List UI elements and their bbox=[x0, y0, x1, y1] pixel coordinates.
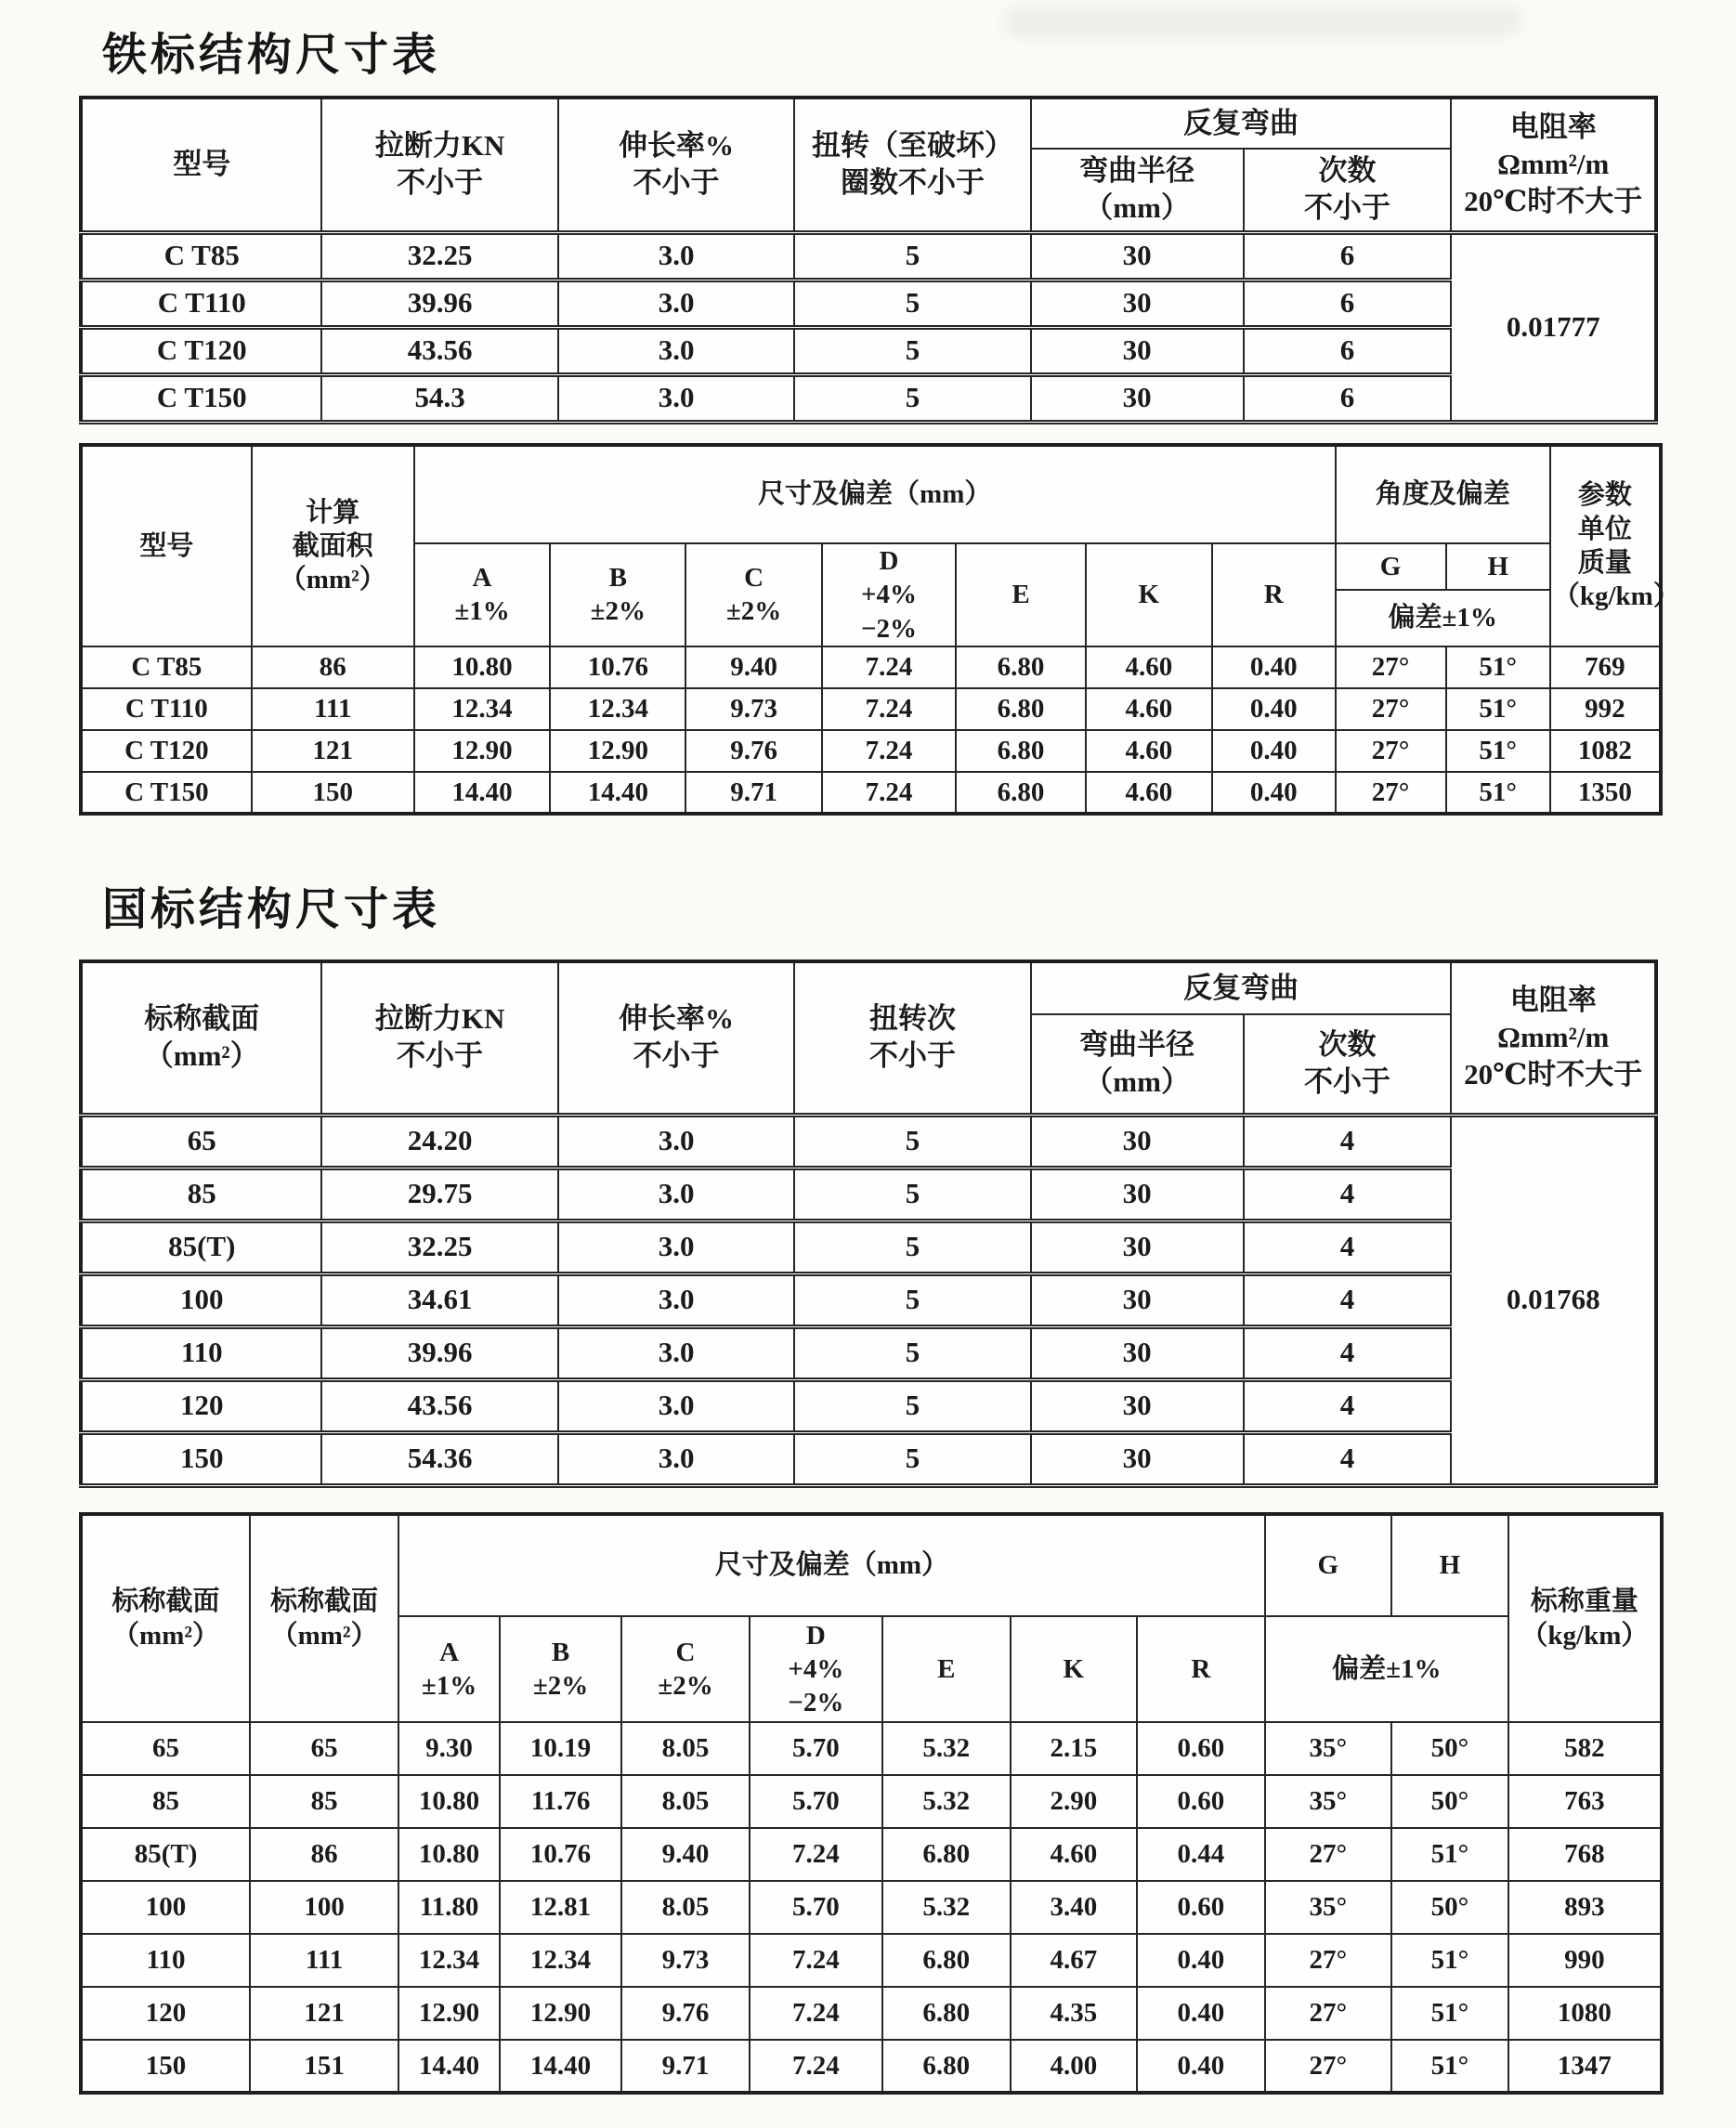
table-cell: 1347 bbox=[1508, 2040, 1662, 2093]
table-cell: 3.0 bbox=[558, 1115, 794, 1168]
table-cell: 0.40 bbox=[1212, 646, 1336, 688]
table-cell: 51° bbox=[1391, 1934, 1508, 1987]
header-cell: 参数 单位 质量 （kg/km） bbox=[1550, 445, 1661, 646]
table-cell: 121 bbox=[250, 1987, 398, 2040]
table-cell: 0.40 bbox=[1212, 688, 1336, 730]
table-cell: 893 bbox=[1508, 1881, 1662, 1934]
table-cell: 4.60 bbox=[1086, 688, 1212, 730]
table-cell: 3.0 bbox=[558, 1326, 794, 1379]
header-cell: 反复弯曲 bbox=[1031, 98, 1452, 149]
table-cell: 3.0 bbox=[558, 280, 794, 327]
table-cell: 121 bbox=[252, 730, 414, 772]
table-cell: 10.19 bbox=[500, 1722, 621, 1775]
table-cell: 12.90 bbox=[550, 730, 685, 772]
table-cell: 5 bbox=[794, 1273, 1030, 1326]
table-cell: 12.81 bbox=[500, 1881, 621, 1934]
table-cell: 30 bbox=[1031, 1326, 1244, 1379]
header-cell: 计算 截面积 （mm²） bbox=[252, 445, 414, 646]
table-cell: 7.24 bbox=[750, 1987, 882, 2040]
header-cell: C ±2% bbox=[685, 543, 821, 646]
table-cell: 0.40 bbox=[1137, 1934, 1265, 1987]
table-cell: 30 bbox=[1031, 1168, 1244, 1221]
table-row bbox=[81, 1115, 1656, 1168]
table-cell: 35° bbox=[1265, 1881, 1391, 1934]
table-cell: 5 bbox=[794, 232, 1030, 280]
table-cell: C T85 bbox=[81, 232, 321, 280]
table-cell: 54.36 bbox=[321, 1432, 557, 1485]
table-row bbox=[81, 327, 1656, 374]
header-cell: 标称截面 （mm²） bbox=[81, 961, 321, 1115]
table-cell: 100 bbox=[81, 1273, 321, 1326]
table-cell: 10.80 bbox=[398, 1775, 500, 1828]
table-row bbox=[81, 772, 1661, 814]
table-cell: 7.24 bbox=[750, 1828, 882, 1881]
table-cell: 27° bbox=[1265, 2040, 1391, 2093]
table-cell: 9.73 bbox=[685, 688, 821, 730]
table-cell: 6.80 bbox=[882, 1828, 1011, 1881]
table-cell: 2.15 bbox=[1011, 1722, 1137, 1775]
header-cell: D +4% −2% bbox=[750, 1616, 882, 1722]
table-cell: 8.05 bbox=[621, 1722, 750, 1775]
table-cell: 85(T) bbox=[81, 1828, 250, 1881]
table-cell: 150 bbox=[81, 2040, 250, 2093]
table-cell: 32.25 bbox=[321, 1221, 557, 1273]
table-cell: 12.34 bbox=[414, 688, 550, 730]
header-cell: C ±2% bbox=[621, 1616, 750, 1722]
table-cell: 65 bbox=[81, 1722, 250, 1775]
table-cell: 9.40 bbox=[685, 646, 821, 688]
header-row bbox=[81, 961, 1656, 1014]
table-row bbox=[81, 1273, 1656, 1326]
table-cell: 0.60 bbox=[1137, 1881, 1265, 1934]
table-cell: 86 bbox=[250, 1828, 398, 1881]
table-cell: 51° bbox=[1446, 730, 1550, 772]
table-cell: 5 bbox=[794, 1115, 1030, 1168]
table-cell: 4.00 bbox=[1011, 2040, 1137, 2093]
header-cell: 弯曲半径 （mm） bbox=[1031, 149, 1244, 232]
table-cell: 1080 bbox=[1508, 1987, 1662, 2040]
table-cell: 4 bbox=[1244, 1326, 1452, 1379]
table-cell: 39.96 bbox=[321, 280, 557, 327]
table-cell: 6.80 bbox=[882, 1987, 1011, 2040]
table-cell: 3.0 bbox=[558, 232, 794, 280]
header-cell: 标称截面 （mm²） bbox=[81, 1514, 250, 1722]
table-cell: 0.44 bbox=[1137, 1828, 1265, 1881]
table-cell: 4 bbox=[1244, 1273, 1452, 1326]
table-row bbox=[81, 1934, 1662, 1987]
table-row bbox=[81, 1987, 1662, 2040]
table-cell: 27° bbox=[1265, 1987, 1391, 2040]
table-cell: 4 bbox=[1244, 1168, 1452, 1221]
table-cell: 9.76 bbox=[621, 1987, 750, 2040]
table-cell: 10.80 bbox=[414, 646, 550, 688]
table-cell: 1082 bbox=[1550, 730, 1661, 772]
table-cell: 14.40 bbox=[398, 2040, 500, 2093]
table-row bbox=[81, 374, 1656, 422]
table-cell: 9.76 bbox=[685, 730, 821, 772]
header-cell: R bbox=[1212, 543, 1336, 646]
table-cell: 582 bbox=[1508, 1722, 1662, 1775]
table-cell: 12.90 bbox=[500, 1987, 621, 2040]
table-cell: 0.40 bbox=[1137, 1987, 1265, 2040]
table-cell: 3.0 bbox=[558, 1379, 794, 1432]
table-cell: 769 bbox=[1550, 646, 1661, 688]
table-cell: 5.70 bbox=[750, 1722, 882, 1775]
table-cell: 30 bbox=[1031, 1115, 1244, 1168]
table-cell: 50° bbox=[1391, 1775, 1508, 1828]
header-cell: 拉断力KN 不小于 bbox=[321, 961, 557, 1115]
header-cell: 次数 不小于 bbox=[1244, 1014, 1452, 1115]
table-cell: 12.90 bbox=[398, 1987, 500, 2040]
table-row bbox=[81, 1828, 1662, 1881]
table-cell: 5.32 bbox=[882, 1775, 1011, 1828]
table-cell: 5 bbox=[794, 1432, 1030, 1485]
table-cell: 32.25 bbox=[321, 232, 557, 280]
table-cell: 43.56 bbox=[321, 1379, 557, 1432]
table-cell: 27° bbox=[1336, 646, 1446, 688]
table-cell: 4.67 bbox=[1011, 1934, 1137, 1987]
table-cell: 4.60 bbox=[1086, 646, 1212, 688]
table-row bbox=[81, 2040, 1662, 2093]
table-cell: 4.35 bbox=[1011, 1987, 1137, 2040]
table-cell: 7.24 bbox=[822, 688, 957, 730]
table-cell: C T120 bbox=[81, 730, 252, 772]
table-cell: 0.60 bbox=[1137, 1722, 1265, 1775]
table-cell: 3.0 bbox=[558, 1273, 794, 1326]
table-cell: 3.40 bbox=[1011, 1881, 1137, 1934]
table-cell: 65 bbox=[250, 1722, 398, 1775]
header-cell: G bbox=[1265, 1514, 1391, 1616]
table-cell: 5 bbox=[794, 280, 1030, 327]
header-cell: 偏差±1% bbox=[1336, 590, 1550, 646]
table-cell: C T120 bbox=[81, 327, 321, 374]
table-cell: 9.71 bbox=[621, 2040, 750, 2093]
header-cell: 标称截面 （mm²） bbox=[250, 1514, 398, 1722]
header-cell: 型号 bbox=[81, 445, 252, 646]
table-cell: 8.05 bbox=[621, 1775, 750, 1828]
table-cell: 4.60 bbox=[1086, 772, 1212, 814]
header-cell: 电阻率 Ωmm²/m 20℃时不大于 bbox=[1451, 961, 1656, 1115]
table-cell: 7.24 bbox=[822, 646, 957, 688]
header-cell: K bbox=[1086, 543, 1212, 646]
header-row bbox=[81, 1514, 1662, 1616]
table-cell: 85 bbox=[81, 1168, 321, 1221]
table-cell: 30 bbox=[1031, 1379, 1244, 1432]
table-cell: 2.90 bbox=[1011, 1775, 1137, 1828]
table-cell: 7.24 bbox=[750, 2040, 882, 2093]
header-cell: 反复弯曲 bbox=[1031, 961, 1452, 1014]
iron-standard-dimension-table bbox=[79, 443, 1680, 816]
table-cell: 30 bbox=[1031, 327, 1244, 374]
table-cell: 5 bbox=[794, 1326, 1030, 1379]
table-cell: C T110 bbox=[81, 688, 252, 730]
table-cell: 4 bbox=[1244, 1432, 1452, 1485]
iron-standard-mechanical-table bbox=[79, 96, 1658, 424]
table-cell: 12.34 bbox=[398, 1934, 500, 1987]
table-cell: 8.05 bbox=[621, 1881, 750, 1934]
table-cell: 10.80 bbox=[398, 1828, 500, 1881]
table-cell: 85 bbox=[250, 1775, 398, 1828]
header-cell: H bbox=[1391, 1514, 1508, 1616]
table-cell: 27° bbox=[1336, 772, 1446, 814]
table-cell: 51° bbox=[1391, 2040, 1508, 2093]
table-cell: 35° bbox=[1265, 1775, 1391, 1828]
table-cell: 30 bbox=[1031, 374, 1244, 422]
national-standard-dimension-table bbox=[79, 1512, 1664, 2095]
header-cell: H bbox=[1446, 543, 1550, 590]
table-cell: 768 bbox=[1508, 1828, 1662, 1881]
table-cell: 30 bbox=[1031, 1432, 1244, 1485]
table-cell: 11.76 bbox=[500, 1775, 621, 1828]
header-cell: 角度及偏差 bbox=[1336, 445, 1550, 543]
table-row bbox=[81, 646, 1661, 688]
table-cell: 5.32 bbox=[882, 1881, 1011, 1934]
table-cell: 9.73 bbox=[621, 1934, 750, 1987]
table-cell: 65 bbox=[81, 1115, 321, 1168]
table-cell: 43.56 bbox=[321, 327, 557, 374]
table-cell: 24.20 bbox=[321, 1115, 557, 1168]
table-cell: 51° bbox=[1391, 1828, 1508, 1881]
table-cell: 27° bbox=[1265, 1828, 1391, 1881]
table-cell: 14.40 bbox=[414, 772, 550, 814]
table-cell: 11.80 bbox=[398, 1881, 500, 1934]
table-cell: 151 bbox=[250, 2040, 398, 2093]
header-cell: E bbox=[882, 1616, 1011, 1722]
header-cell: A ±1% bbox=[414, 543, 550, 646]
table-cell: 0.60 bbox=[1137, 1775, 1265, 1828]
table-cell: 7.24 bbox=[822, 730, 957, 772]
table-cell: 14.40 bbox=[550, 772, 685, 814]
header-row bbox=[81, 445, 1661, 543]
table-cell: 85(T) bbox=[81, 1221, 321, 1273]
table-row bbox=[81, 232, 1656, 280]
header-cell: E bbox=[956, 543, 1085, 646]
table-cell: 9.30 bbox=[398, 1722, 500, 1775]
table-cell: 9.71 bbox=[685, 772, 821, 814]
table-cell: 9.40 bbox=[621, 1828, 750, 1881]
table-cell: 30 bbox=[1031, 280, 1244, 327]
national-standard-mechanical-table bbox=[79, 960, 1658, 1488]
table-cell: 0.40 bbox=[1212, 772, 1336, 814]
header-cell: 偏差±1% bbox=[1265, 1616, 1508, 1722]
table-cell: 51° bbox=[1446, 688, 1550, 730]
table-cell: 111 bbox=[252, 688, 414, 730]
table-cell: C T150 bbox=[81, 374, 321, 422]
table-cell: 0.40 bbox=[1137, 2040, 1265, 2093]
header-cell: 型号 bbox=[81, 98, 321, 232]
header-cell: 弯曲半径 （mm） bbox=[1031, 1014, 1244, 1115]
table-cell: 30 bbox=[1031, 1273, 1244, 1326]
header-cell: B ±2% bbox=[500, 1616, 621, 1722]
table-cell: 3.0 bbox=[558, 1221, 794, 1273]
header-cell: 尺寸及偏差（mm） bbox=[398, 1514, 1265, 1616]
header-cell: K bbox=[1011, 1616, 1137, 1722]
table-cell: 6 bbox=[1244, 327, 1452, 374]
table-cell: 51° bbox=[1391, 1987, 1508, 2040]
table-row bbox=[81, 1432, 1656, 1485]
table-cell: 5.70 bbox=[750, 1775, 882, 1828]
table-cell: 0.01768 bbox=[1451, 1115, 1656, 1485]
table-row bbox=[81, 688, 1661, 730]
table-cell: 5 bbox=[794, 1221, 1030, 1273]
header-cell: 标称重量 （kg/km） bbox=[1508, 1514, 1662, 1722]
header-cell: G bbox=[1336, 543, 1446, 590]
table-cell: 5.70 bbox=[750, 1881, 882, 1934]
scan-artifact-smudge bbox=[1002, 6, 1522, 37]
table-cell: 990 bbox=[1508, 1934, 1662, 1987]
table-cell: 5 bbox=[794, 1379, 1030, 1432]
table-cell: 10.76 bbox=[500, 1828, 621, 1881]
table-cell: 6.80 bbox=[956, 688, 1085, 730]
table-cell: 30 bbox=[1031, 232, 1244, 280]
header-cell: 尺寸及偏差（mm） bbox=[414, 445, 1336, 543]
header-row bbox=[81, 98, 1656, 149]
table-cell: 29.75 bbox=[321, 1168, 557, 1221]
table-cell: 12.34 bbox=[550, 688, 685, 730]
header-cell: B ±2% bbox=[550, 543, 685, 646]
header-cell: D +4% −2% bbox=[822, 543, 957, 646]
table-row bbox=[81, 280, 1656, 327]
table-cell: 27° bbox=[1336, 730, 1446, 772]
section-title-iron-standard: 铁标结构尺寸表 bbox=[102, 31, 441, 80]
table-cell: 3.0 bbox=[558, 374, 794, 422]
table-cell: C T150 bbox=[81, 772, 252, 814]
table-cell: 4 bbox=[1244, 1115, 1452, 1168]
table-cell: 5 bbox=[794, 374, 1030, 422]
table-cell: 6.80 bbox=[956, 646, 1085, 688]
table-cell: 14.40 bbox=[500, 2040, 621, 2093]
table-cell: 85 bbox=[81, 1775, 250, 1828]
table-cell: 4.60 bbox=[1011, 1828, 1137, 1881]
table-cell: 3.0 bbox=[558, 327, 794, 374]
header-cell: 扭转次 不小于 bbox=[794, 961, 1030, 1115]
header-cell: 次数 不小于 bbox=[1244, 149, 1452, 232]
table-cell: 5 bbox=[794, 327, 1030, 374]
table-cell: 7.24 bbox=[750, 1934, 882, 1987]
table-cell: 6 bbox=[1244, 232, 1452, 280]
table-cell: 4 bbox=[1244, 1379, 1452, 1432]
table-cell: 0.01777 bbox=[1451, 232, 1656, 422]
table-cell: C T85 bbox=[81, 646, 252, 688]
header-cell: 扭转（至破坏） 圈数不小于 bbox=[794, 98, 1030, 232]
header-cell: A ±1% bbox=[398, 1616, 500, 1722]
table-row bbox=[81, 1168, 1656, 1221]
table-cell: 1350 bbox=[1550, 772, 1661, 814]
table-cell: 50° bbox=[1391, 1881, 1508, 1934]
table-cell: 992 bbox=[1550, 688, 1661, 730]
table-row bbox=[81, 1722, 1662, 1775]
header-cell: R bbox=[1137, 1616, 1265, 1722]
table-cell: 100 bbox=[250, 1881, 398, 1934]
table-cell: 50° bbox=[1391, 1722, 1508, 1775]
table-cell: 120 bbox=[81, 1987, 250, 2040]
table-cell: 27° bbox=[1265, 1934, 1391, 1987]
table-row bbox=[81, 1221, 1656, 1273]
header-cell: 伸长率% 不小于 bbox=[558, 98, 794, 232]
table-row bbox=[81, 1881, 1662, 1934]
section-title-national-standard: 国标结构尺寸表 bbox=[102, 885, 441, 934]
table-cell: 35° bbox=[1265, 1722, 1391, 1775]
table-cell: 10.76 bbox=[550, 646, 685, 688]
table-cell: 150 bbox=[81, 1432, 321, 1485]
table-cell: C T110 bbox=[81, 280, 321, 327]
table-cell: 12.90 bbox=[414, 730, 550, 772]
table-cell: 120 bbox=[81, 1379, 321, 1432]
table-cell: 6 bbox=[1244, 280, 1452, 327]
table-cell: 3.0 bbox=[558, 1432, 794, 1485]
table-cell: 3.0 bbox=[558, 1168, 794, 1221]
table-cell: 30 bbox=[1031, 1221, 1244, 1273]
table-cell: 7.24 bbox=[822, 772, 957, 814]
table-cell: 6.80 bbox=[956, 772, 1085, 814]
table-cell: 6 bbox=[1244, 374, 1452, 422]
table-row bbox=[81, 1379, 1656, 1432]
header-cell: 电阻率 Ωmm²/m 20℃时不大于 bbox=[1451, 98, 1656, 232]
table-cell: 110 bbox=[81, 1326, 321, 1379]
table-cell: 6.80 bbox=[956, 730, 1085, 772]
table-cell: 150 bbox=[252, 772, 414, 814]
table-cell: 0.40 bbox=[1212, 730, 1336, 772]
header-cell: 拉断力KN 不小于 bbox=[321, 98, 557, 232]
table-cell: 5.32 bbox=[882, 1722, 1011, 1775]
table-cell: 110 bbox=[81, 1934, 250, 1987]
table-cell: 39.96 bbox=[321, 1326, 557, 1379]
table-cell: 6.80 bbox=[882, 1934, 1011, 1987]
table-cell: 4 bbox=[1244, 1221, 1452, 1273]
table-row bbox=[81, 730, 1661, 772]
table-cell: 51° bbox=[1446, 646, 1550, 688]
table-row bbox=[81, 1775, 1662, 1828]
table-cell: 51° bbox=[1446, 772, 1550, 814]
table-row bbox=[81, 1326, 1656, 1379]
table-cell: 5 bbox=[794, 1168, 1030, 1221]
table-cell: 34.61 bbox=[321, 1273, 557, 1326]
table-cell: 54.3 bbox=[321, 374, 557, 422]
table-cell: 6.80 bbox=[882, 2040, 1011, 2093]
header-cell: 伸长率% 不小于 bbox=[558, 961, 794, 1115]
table-cell: 763 bbox=[1508, 1775, 1662, 1828]
table-cell: 4.60 bbox=[1086, 730, 1212, 772]
table-cell: 27° bbox=[1336, 688, 1446, 730]
table-cell: 86 bbox=[252, 646, 414, 688]
table-cell: 111 bbox=[250, 1934, 398, 1987]
table-cell: 12.34 bbox=[500, 1934, 621, 1987]
table-cell: 100 bbox=[81, 1881, 250, 1934]
